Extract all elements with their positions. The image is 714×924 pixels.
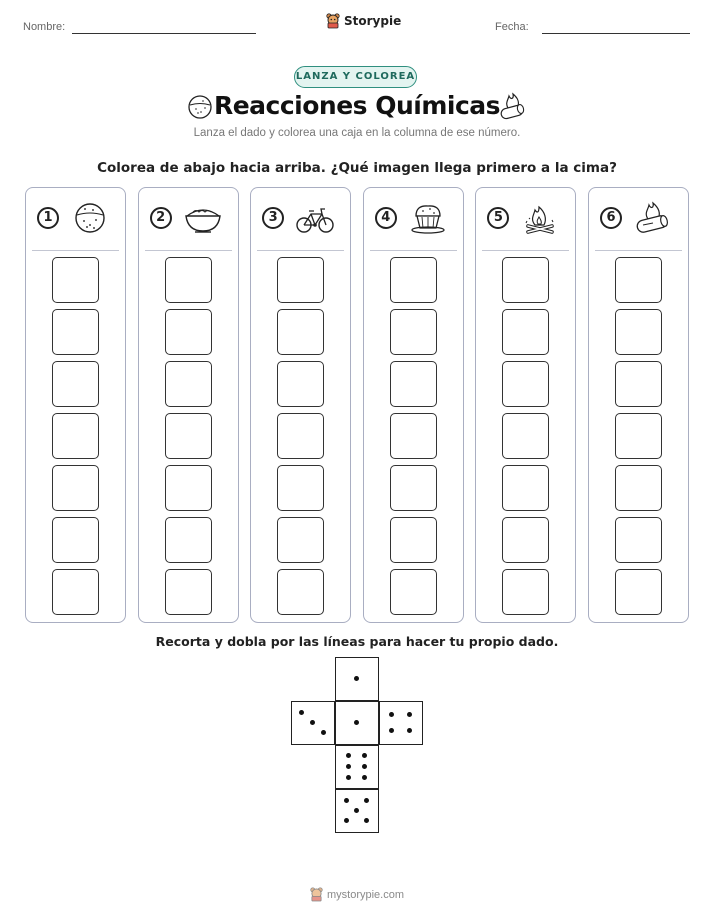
- color-box[interactable]: [502, 517, 549, 563]
- color-box[interactable]: [277, 569, 324, 615]
- burning-log-title-icon: [496, 92, 528, 122]
- color-box[interactable]: [502, 465, 549, 511]
- page-title: Reacciones Químicas: [213, 91, 501, 120]
- color-box[interactable]: [615, 413, 662, 459]
- die-pip: [389, 712, 394, 717]
- column-number: 5: [487, 207, 509, 229]
- date-line[interactable]: [542, 33, 690, 34]
- die-pip: [310, 720, 315, 725]
- column-5: [475, 187, 576, 623]
- column-number: 1: [37, 207, 59, 229]
- color-box[interactable]: [390, 517, 437, 563]
- die-face-3: [291, 701, 335, 745]
- column-number: 4: [375, 207, 397, 229]
- color-box[interactable]: [277, 517, 324, 563]
- color-box[interactable]: [277, 465, 324, 511]
- column-number: 3: [262, 207, 284, 229]
- die-face-4: [379, 701, 423, 745]
- bicycle-icon: [295, 201, 335, 235]
- die-face-1: [335, 701, 379, 745]
- die-face-5: [335, 789, 379, 833]
- color-box[interactable]: [615, 569, 662, 615]
- die-pip: [354, 676, 359, 681]
- color-box[interactable]: [390, 257, 437, 303]
- color-box[interactable]: [502, 257, 549, 303]
- instruction-top: Colorea de abajo hacia arriba. ¿Qué imagen llega primero a la cima?: [97, 160, 617, 176]
- burning-log-icon: [633, 201, 673, 235]
- color-box[interactable]: [615, 257, 662, 303]
- color-box[interactable]: [165, 413, 212, 459]
- color-box[interactable]: [502, 413, 549, 459]
- color-box[interactable]: [390, 361, 437, 407]
- color-box[interactable]: [502, 309, 549, 355]
- die-pip: [344, 818, 349, 823]
- color-box[interactable]: [277, 361, 324, 407]
- die-face-6: [335, 745, 379, 789]
- color-box[interactable]: [52, 569, 99, 615]
- die-pip: [299, 710, 304, 715]
- die-pip: [407, 728, 412, 733]
- bear-logo-icon: [310, 887, 323, 902]
- date-label: Fecha:: [495, 21, 529, 33]
- color-box[interactable]: [165, 569, 212, 615]
- color-box[interactable]: [615, 465, 662, 511]
- die-pip: [389, 728, 394, 733]
- die-pip: [364, 798, 369, 803]
- color-box[interactable]: [615, 361, 662, 407]
- color-box[interactable]: [52, 465, 99, 511]
- column-number: 2: [150, 207, 172, 229]
- die-pip: [407, 712, 412, 717]
- column-number: 6: [600, 207, 622, 229]
- activity-badge: LANZA Y COLOREA: [294, 66, 417, 88]
- column-divider: [32, 250, 119, 251]
- color-box[interactable]: [165, 309, 212, 355]
- color-box[interactable]: [277, 309, 324, 355]
- die-pip: [346, 764, 351, 769]
- name-label: Nombre:: [23, 21, 66, 33]
- name-line[interactable]: [72, 33, 256, 34]
- die-pip: [362, 764, 367, 769]
- column-4: [363, 187, 464, 623]
- column-divider: [145, 250, 232, 251]
- die-pip: [354, 720, 359, 725]
- color-box[interactable]: [165, 257, 212, 303]
- die-pip: [354, 808, 359, 813]
- bath-bomb-icon: [70, 201, 110, 235]
- color-box[interactable]: [502, 569, 549, 615]
- instruction-bottom: Recorta y dobla por las líneas para hacer tu propio dado.: [155, 634, 559, 649]
- page-subtitle: Lanza el dado y colorea una caja en la columna de ese número.: [193, 127, 521, 139]
- die-pip: [362, 775, 367, 780]
- brand-name: Storypie: [344, 14, 402, 28]
- color-box[interactable]: [277, 413, 324, 459]
- die-pip: [346, 775, 351, 780]
- column-divider: [595, 250, 682, 251]
- campfire-icon: [520, 201, 560, 235]
- color-box[interactable]: [52, 309, 99, 355]
- column-1: [25, 187, 126, 623]
- color-box[interactable]: [277, 257, 324, 303]
- bear-logo-icon: [326, 13, 340, 29]
- die-pip: [344, 798, 349, 803]
- die-pip: [346, 753, 351, 758]
- muffin-icon: [408, 201, 448, 235]
- color-box[interactable]: [165, 465, 212, 511]
- color-box[interactable]: [615, 517, 662, 563]
- column-3: [250, 187, 351, 623]
- color-box[interactable]: [52, 517, 99, 563]
- column-divider: [370, 250, 457, 251]
- die-pip: [321, 730, 326, 735]
- column-divider: [257, 250, 344, 251]
- column-6: [588, 187, 689, 623]
- color-box[interactable]: [52, 361, 99, 407]
- footer: [0, 887, 714, 902]
- color-box[interactable]: [165, 517, 212, 563]
- color-box[interactable]: [52, 413, 99, 459]
- column-2: [138, 187, 239, 623]
- dough-bowl-icon: [183, 201, 223, 235]
- footer-url[interactable]: mystorypie.com: [326, 888, 405, 901]
- die-pip: [362, 753, 367, 758]
- color-box[interactable]: [52, 257, 99, 303]
- column-divider: [482, 250, 569, 251]
- color-box[interactable]: [615, 309, 662, 355]
- color-box[interactable]: [390, 413, 437, 459]
- die-face-1: [335, 657, 379, 701]
- color-box[interactable]: [390, 569, 437, 615]
- die-pip: [364, 818, 369, 823]
- brand-logo: [326, 13, 401, 29]
- color-box[interactable]: [390, 309, 437, 355]
- color-box[interactable]: [502, 361, 549, 407]
- color-box[interactable]: [390, 465, 437, 511]
- color-box[interactable]: [165, 361, 212, 407]
